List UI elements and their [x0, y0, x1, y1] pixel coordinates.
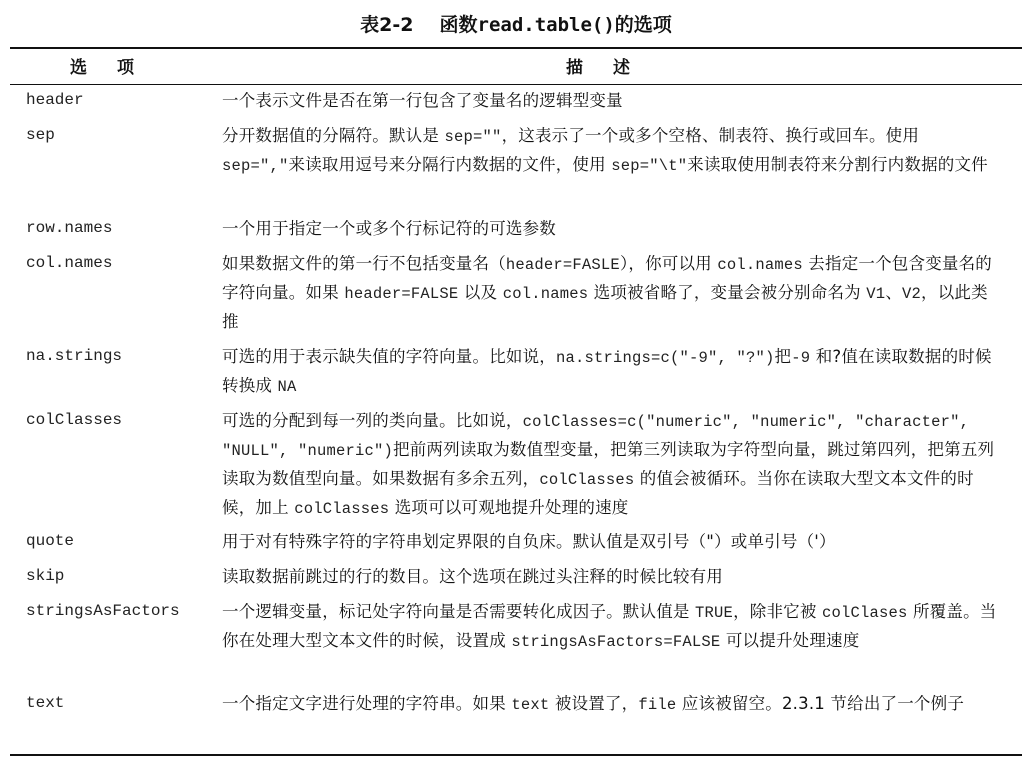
inline-code: colClasses	[294, 500, 390, 518]
inline-code: colClases	[822, 604, 908, 622]
table-row	[0, 343, 1032, 407]
description-text: 可以提升处理速度	[720, 631, 860, 650]
description-text: 分开数据值的分隔符。默认是	[222, 126, 445, 145]
description-text: 可选的用于表示缺失值的字符向量。比如说，	[222, 347, 556, 366]
description-text: ），你可以用	[619, 254, 718, 273]
option-name: text	[26, 694, 65, 712]
header-description: 描述	[566, 58, 660, 78]
option-description	[222, 343, 998, 401]
inline-code: na.strings=c("-9", "?")	[556, 349, 775, 367]
description-text: 一个逻辑变量，标记处字符向量是否需要转化成因子。默认值是	[222, 602, 696, 621]
inline-code: header=FASLE	[505, 256, 620, 274]
option-name: na.strings	[26, 347, 123, 365]
description-text: 把前两列读取为数值型变量，把第三列读取为字符型向量，跳过第四列，把第五列读取为数值型向量。如果数据有多余五列，	[222, 440, 995, 488]
table-top-rule	[10, 47, 1022, 49]
inline-code: file	[638, 696, 677, 714]
inline-code: V2	[902, 285, 922, 303]
description-text: 来读取使用制表符来分割行内数据的文件	[687, 155, 988, 174]
description-text: 如果数据文件的第一行不包括变量名（	[222, 254, 506, 273]
description-text: 可选的分配到每一列的类向量。比如说，	[222, 411, 523, 430]
inline-code: header=FALSE	[344, 285, 459, 303]
inline-code: colClasses=c("numeric", "numeric", "character", "NULL", "numeric")	[222, 413, 970, 460]
option-description	[222, 690, 998, 719]
description-text: 一个表示文件是否在第一行包含了变量名的逻辑型变量	[222, 91, 623, 110]
inline-code: sep=""	[444, 128, 502, 146]
table-row	[0, 250, 1032, 343]
description-text: 一个用于指定一个或多个行标记符的可选参数	[222, 219, 556, 238]
table-row	[0, 215, 1032, 250]
description-text: 去指定一个包含变量名的字符向量。如果	[222, 254, 993, 302]
table-row	[0, 87, 1032, 122]
description-text: 读取数据前跳过的行的数目。这个选项在跳过头注释的时候比较有用	[222, 567, 723, 586]
description-text: 一个指定文字进行处理的字符串。如果	[222, 694, 512, 713]
caption-prefix: 函数	[439, 14, 478, 36]
inline-code: V1	[866, 285, 886, 303]
description-text: 选项可以可观地提升处理的速度	[389, 498, 629, 517]
option-name: colClasses	[26, 411, 123, 429]
option-name: skip	[26, 567, 65, 585]
table-row	[0, 528, 1032, 563]
table-row	[0, 122, 1032, 215]
option-description	[222, 407, 998, 523]
description-text: ，这表示了一个或多个空格、制表符、换行或回车。使用	[501, 126, 920, 145]
option-name: quote	[26, 532, 75, 550]
inline-code: col.names	[717, 256, 803, 274]
inline-code: stringsAsFactors=FALSE	[511, 633, 721, 651]
inline-code: text	[511, 696, 550, 714]
option-description	[222, 122, 998, 180]
table-row	[0, 690, 1032, 750]
option-description	[222, 215, 998, 243]
option-description	[222, 598, 998, 656]
option-name: header	[26, 91, 84, 109]
option-name: row.names	[26, 219, 113, 237]
description-text: 应该被留空。2.3.1 节给出了一个例子	[676, 694, 965, 713]
description-text: 以及	[458, 283, 503, 302]
caption-suffix: 的选项	[614, 14, 672, 36]
description-text: 所覆盖。当你在处理大型文本文件的时候，设置成	[222, 602, 997, 650]
description-text: ，以此类推	[222, 283, 988, 331]
description-text: 用于对有特殊字符的字符串划定界限的自负床。默认值是双引号（"）或单引号（'）	[222, 532, 836, 551]
table-bottom-rule	[10, 754, 1022, 756]
option-name: stringsAsFactors	[26, 602, 180, 620]
description-text: 来读取用逗号来分隔行内数据的文件，使用	[288, 155, 612, 174]
description-text: ，除非它被	[733, 602, 823, 621]
inline-code: TRUE	[695, 604, 734, 622]
option-description	[222, 528, 998, 556]
inline-code: -9	[791, 349, 811, 367]
option-description	[222, 563, 998, 591]
option-name: sep	[26, 126, 55, 144]
table-number: 表2-2	[360, 14, 414, 36]
option-description	[222, 87, 998, 115]
description-text: 被设置了，	[549, 694, 639, 713]
option-description	[222, 250, 998, 336]
table-caption	[0, 10, 1032, 40]
description-text: 和?值在读取数据的时候转换成	[222, 347, 992, 395]
inline-code: sep=","	[222, 157, 289, 175]
table-row	[0, 598, 1032, 690]
table-row	[0, 563, 1032, 598]
table-row	[0, 407, 1032, 528]
caption-function-name: read.table()	[477, 14, 615, 36]
description-text: 选项被省略了，变量会被分别命名为	[588, 283, 867, 302]
header-option: 选项	[70, 58, 164, 78]
inline-code: NA	[277, 378, 297, 396]
inline-code: col.names	[502, 285, 589, 303]
option-name: col.names	[26, 254, 113, 272]
description-text: 、	[885, 283, 903, 302]
table-header-rule	[10, 84, 1022, 85]
description-text: 把	[774, 347, 792, 366]
description-text: 的值会被循环。当你在读取大型文本文件的时候，加上	[222, 469, 974, 517]
inline-code: colClasses	[539, 471, 635, 489]
inline-code: sep="\t"	[611, 157, 688, 175]
